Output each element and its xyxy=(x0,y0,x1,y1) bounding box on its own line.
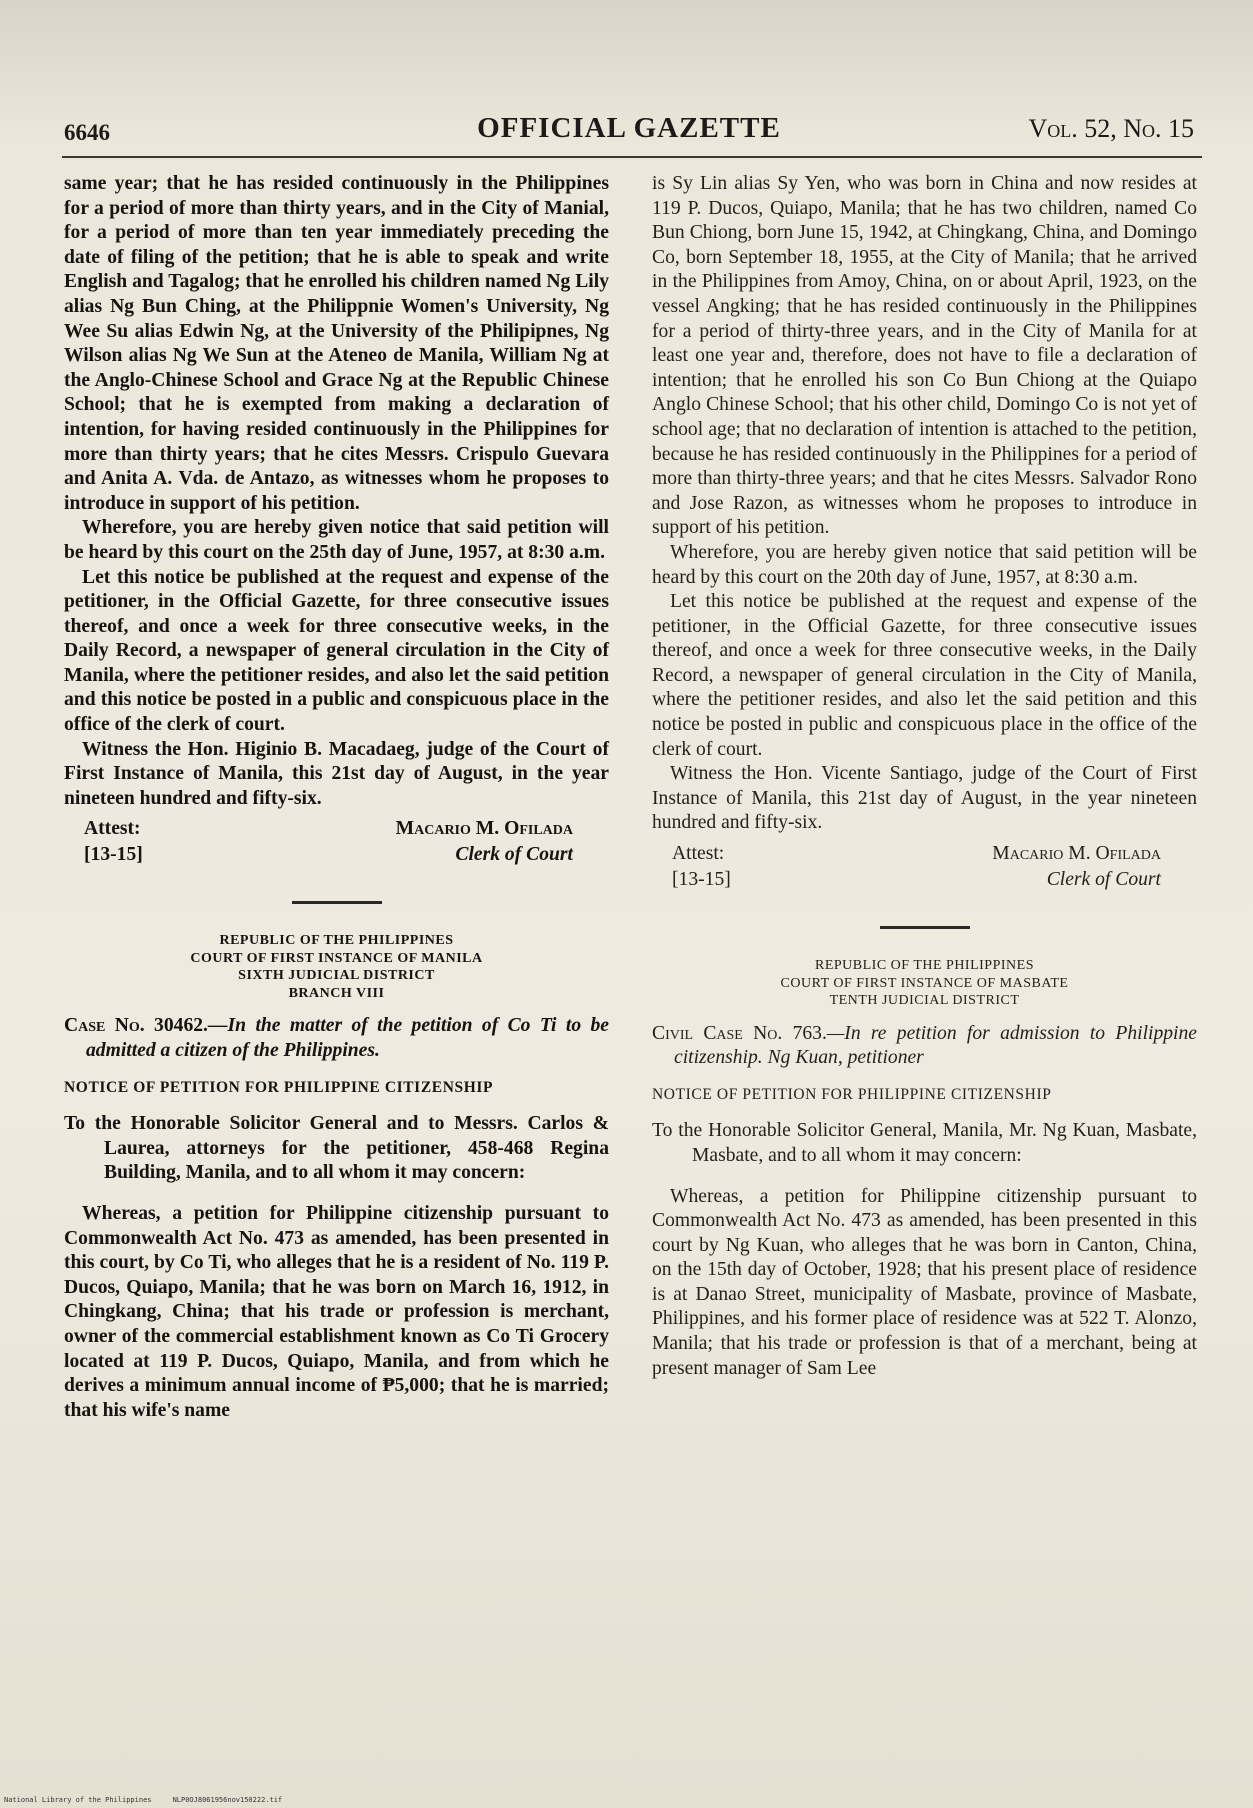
attest-block xyxy=(64,817,609,871)
court-line: REPUBLIC OF THE PHILIPPINES xyxy=(815,958,1034,974)
court-header xyxy=(64,932,609,1002)
section-divider xyxy=(292,901,382,904)
court-line: TENTH JUDICIAL DISTRICT xyxy=(829,993,1020,1009)
case-caption xyxy=(652,1022,1197,1071)
paragraph: Witness the Hon. Vicente Santiago, judge of the Court of First Instance of Manila, this 21st day of August, in the year nineteen hundred and fifty-six. xyxy=(652,763,1197,834)
clerk-name: Macario M. Ofilada xyxy=(395,818,573,840)
court-line: BRANCH VIII xyxy=(288,985,385,1001)
page-number: 6646 xyxy=(64,120,110,145)
left-column xyxy=(64,172,609,1423)
court-line: COURT OF FIRST INSTANCE OF MASBATE xyxy=(780,975,1069,991)
paragraph: Let this notice be published at the request and expense of the petitioner, in the Official Gazette, for three consecutive issues thereof, and once a week for three consecutive weeks, in the Daily Record, a newspaper of general circulation in the City of Manila, where the petitioner resides, and also let the said petition and this notice be posted in a public and conspicuous place in the office of the clerk of court. xyxy=(64,566,609,736)
court-line: COURT OF FIRST INSTANCE OF MANILA xyxy=(190,950,483,966)
attest-label: Attest: xyxy=(84,818,141,840)
attest-ref: [13-15] xyxy=(672,869,731,891)
attest-label: Attest: xyxy=(672,843,725,865)
case-caption xyxy=(64,1014,609,1063)
case-number: Case No. 30462. xyxy=(64,1015,208,1037)
paragraph: Witness the Hon. Higinio B. Macadaeg, judge of the Court of First Instance of Manila, this 21st day of August, in the year nineteen hundred and fifty-six. xyxy=(64,738,609,809)
addressees: To the Honorable Solicitor General and to Messrs. Carlos & Laurea, attorneys for the petitioner, 458-468 Regina Building, Manila, and to all whom it may concern: xyxy=(64,1113,609,1184)
scan-footer: National Library of the Philippines NLP0OJ8061956nov150222.tif xyxy=(4,1796,283,1804)
header-rule xyxy=(62,156,1202,158)
court-header xyxy=(652,957,1197,1010)
paragraph: Wherefore, you are hereby given notice that said petition will be heard by this court on the 20th day of June, 1957, at 8:30 a.m. xyxy=(652,541,1197,588)
court-line: SIXTH JUDICIAL DISTRICT xyxy=(238,968,435,984)
addressees: To the Honorable Solicitor General, Manila, Mr. Ng Kuan, Masbate, Masbate, and to all whom it may concern: xyxy=(652,1120,1197,1166)
case-description: —In the matter of the petition of Co Ti to be admitted a citizen of the Philippines. xyxy=(86,1015,609,1062)
court-line: REPUBLIC OF THE PHILIPPINES xyxy=(219,933,454,949)
paragraph: Let this notice be published at the request and expense of the petitioner, in the Official Gazette, for three consecutive issues thereof, and once a week for three consecutive weeks, in the Daily Record, a newspaper of general circulation in the City of Manila, where the petitioner resides, and also let the said petition and this notice be posted in public and conspicuous place in the office of the clerk of court. xyxy=(652,591,1197,760)
notice-title: NOTICE OF PETITION FOR PHILIPPINE CITIZENSHIP xyxy=(652,1085,1052,1103)
paragraph: is Sy Lin alias Sy Yen, who was born in China and now resides at 119 P. Ducos, Quiapo, Manila; that he has two children, named Co Bun Chiong, born June 15, 1942, at Chingkang, China, and Domingo Co, born September 18, 1955, at the City of Manila; that he arrived in the Philippines from Amoy, China, on or about April, 1923, on the vessel Angking; that he has resided continuously in the Philippines for a period of thirty-three years, and in the City of Manila for at least one year and, therefore, does not have to file a declaration of intention; that he enrolled his son Co Bun Chiong at the Quiapo Anglo Chinese School; that his other child, Domingo Co is not yet of school age; that no declaration of intention is attached to the petition, because he has resided continuously in the Philippines for a period of more than thirty-three years; and that he cites Messrs. Salvador Rono and Jose Razon, as witnesses whom he proposes to introduce in support of his petition. xyxy=(652,173,1197,539)
whereas-paragraph: Whereas, a petition for Philippine citizenship pursuant to Commonwealth Act No. 473 as amended, has been presented in this court, by Co Ti, who alleges that he is a resident of No. 119 P. Ducos, Quiapo, Manila; that he was born on March 16, 1912, in Chingkang, China; that his trade or profession is merchant, owner of the commercial establishment known as Co Ti Grocery located at 119 P. Ducos, Quiapo, Manila, and from which he derives a minimum annual income of ₱5,000; that he is married; that his wife's name xyxy=(64,1203,609,1421)
publication-title: OFFICIAL GAZETTE xyxy=(477,112,781,144)
attest-ref: [13-15] xyxy=(84,844,143,866)
clerk-name: Macario M. Ofilada xyxy=(992,843,1161,865)
paragraph: Wherefore, you are hereby given notice that said petition will be heard by this court on the 25th day of June, 1957, at 8:30 a.m. xyxy=(64,517,609,563)
paragraph: same year; that he has resided continuously in the Philippines for a period of more than thirty years, and in the City of Manial, for a period of more than ten year immediately preceding the date of filing of the petition; that he is able to speak and write English and Tagalog; that he enrolled his children named Ng Lily alias Ng Bun Ching, at the Philippnie Women's University, Ng Wee Su alias Edwin Ng, at the University of the Philipipnes, Ng Wilson alias Ng We Sun at the Ateneo de Manila, William Ng at the Anglo-Chinese School and Grace Ng at the Republic Chinese School; that he is exempted from making a declaration of intention, for having resided continuously in the Philippines for more than thirty years; that he cites Messrs. Crispulo Guevara and Anita A. Vda. de Antazo, as witnesses whom he proposes to introduce in support of his petition. xyxy=(64,173,609,514)
right-column xyxy=(652,172,1197,1381)
case-number: Civil Case No. 763. xyxy=(652,1022,827,1044)
volume-issue: Vol. 52, No. 15 xyxy=(1028,114,1194,143)
whereas-paragraph: Whereas, a petition for Philippine citizenship pursuant to Commonwealth Act No. 473 as amended, has been presented in this court by Ng Kuan, who alleges that he was born in Canton, China, on the 15th day of October, 1928; that his present place of residence is at Danao Street, municipality of Masbate, province of Masbate, Philippines, and his former place of residence was at 522 T. Alonzo, Manila; that his trade or profession is that of a merchant, being at present manager of Sam Lee xyxy=(652,1185,1197,1379)
notice-title: NOTICE OF PETITION FOR PHILIPPINE CITIZENSHIP xyxy=(64,1078,494,1096)
attest-block xyxy=(652,842,1197,896)
section-divider xyxy=(880,926,970,929)
clerk-title: Clerk of Court xyxy=(455,844,573,866)
case-description: —In re petition for admission to Philippine citizenship. Ng Kuan, petitioner xyxy=(674,1022,1197,1069)
clerk-title: Clerk of Court xyxy=(1046,869,1161,891)
page-header xyxy=(64,108,1194,154)
